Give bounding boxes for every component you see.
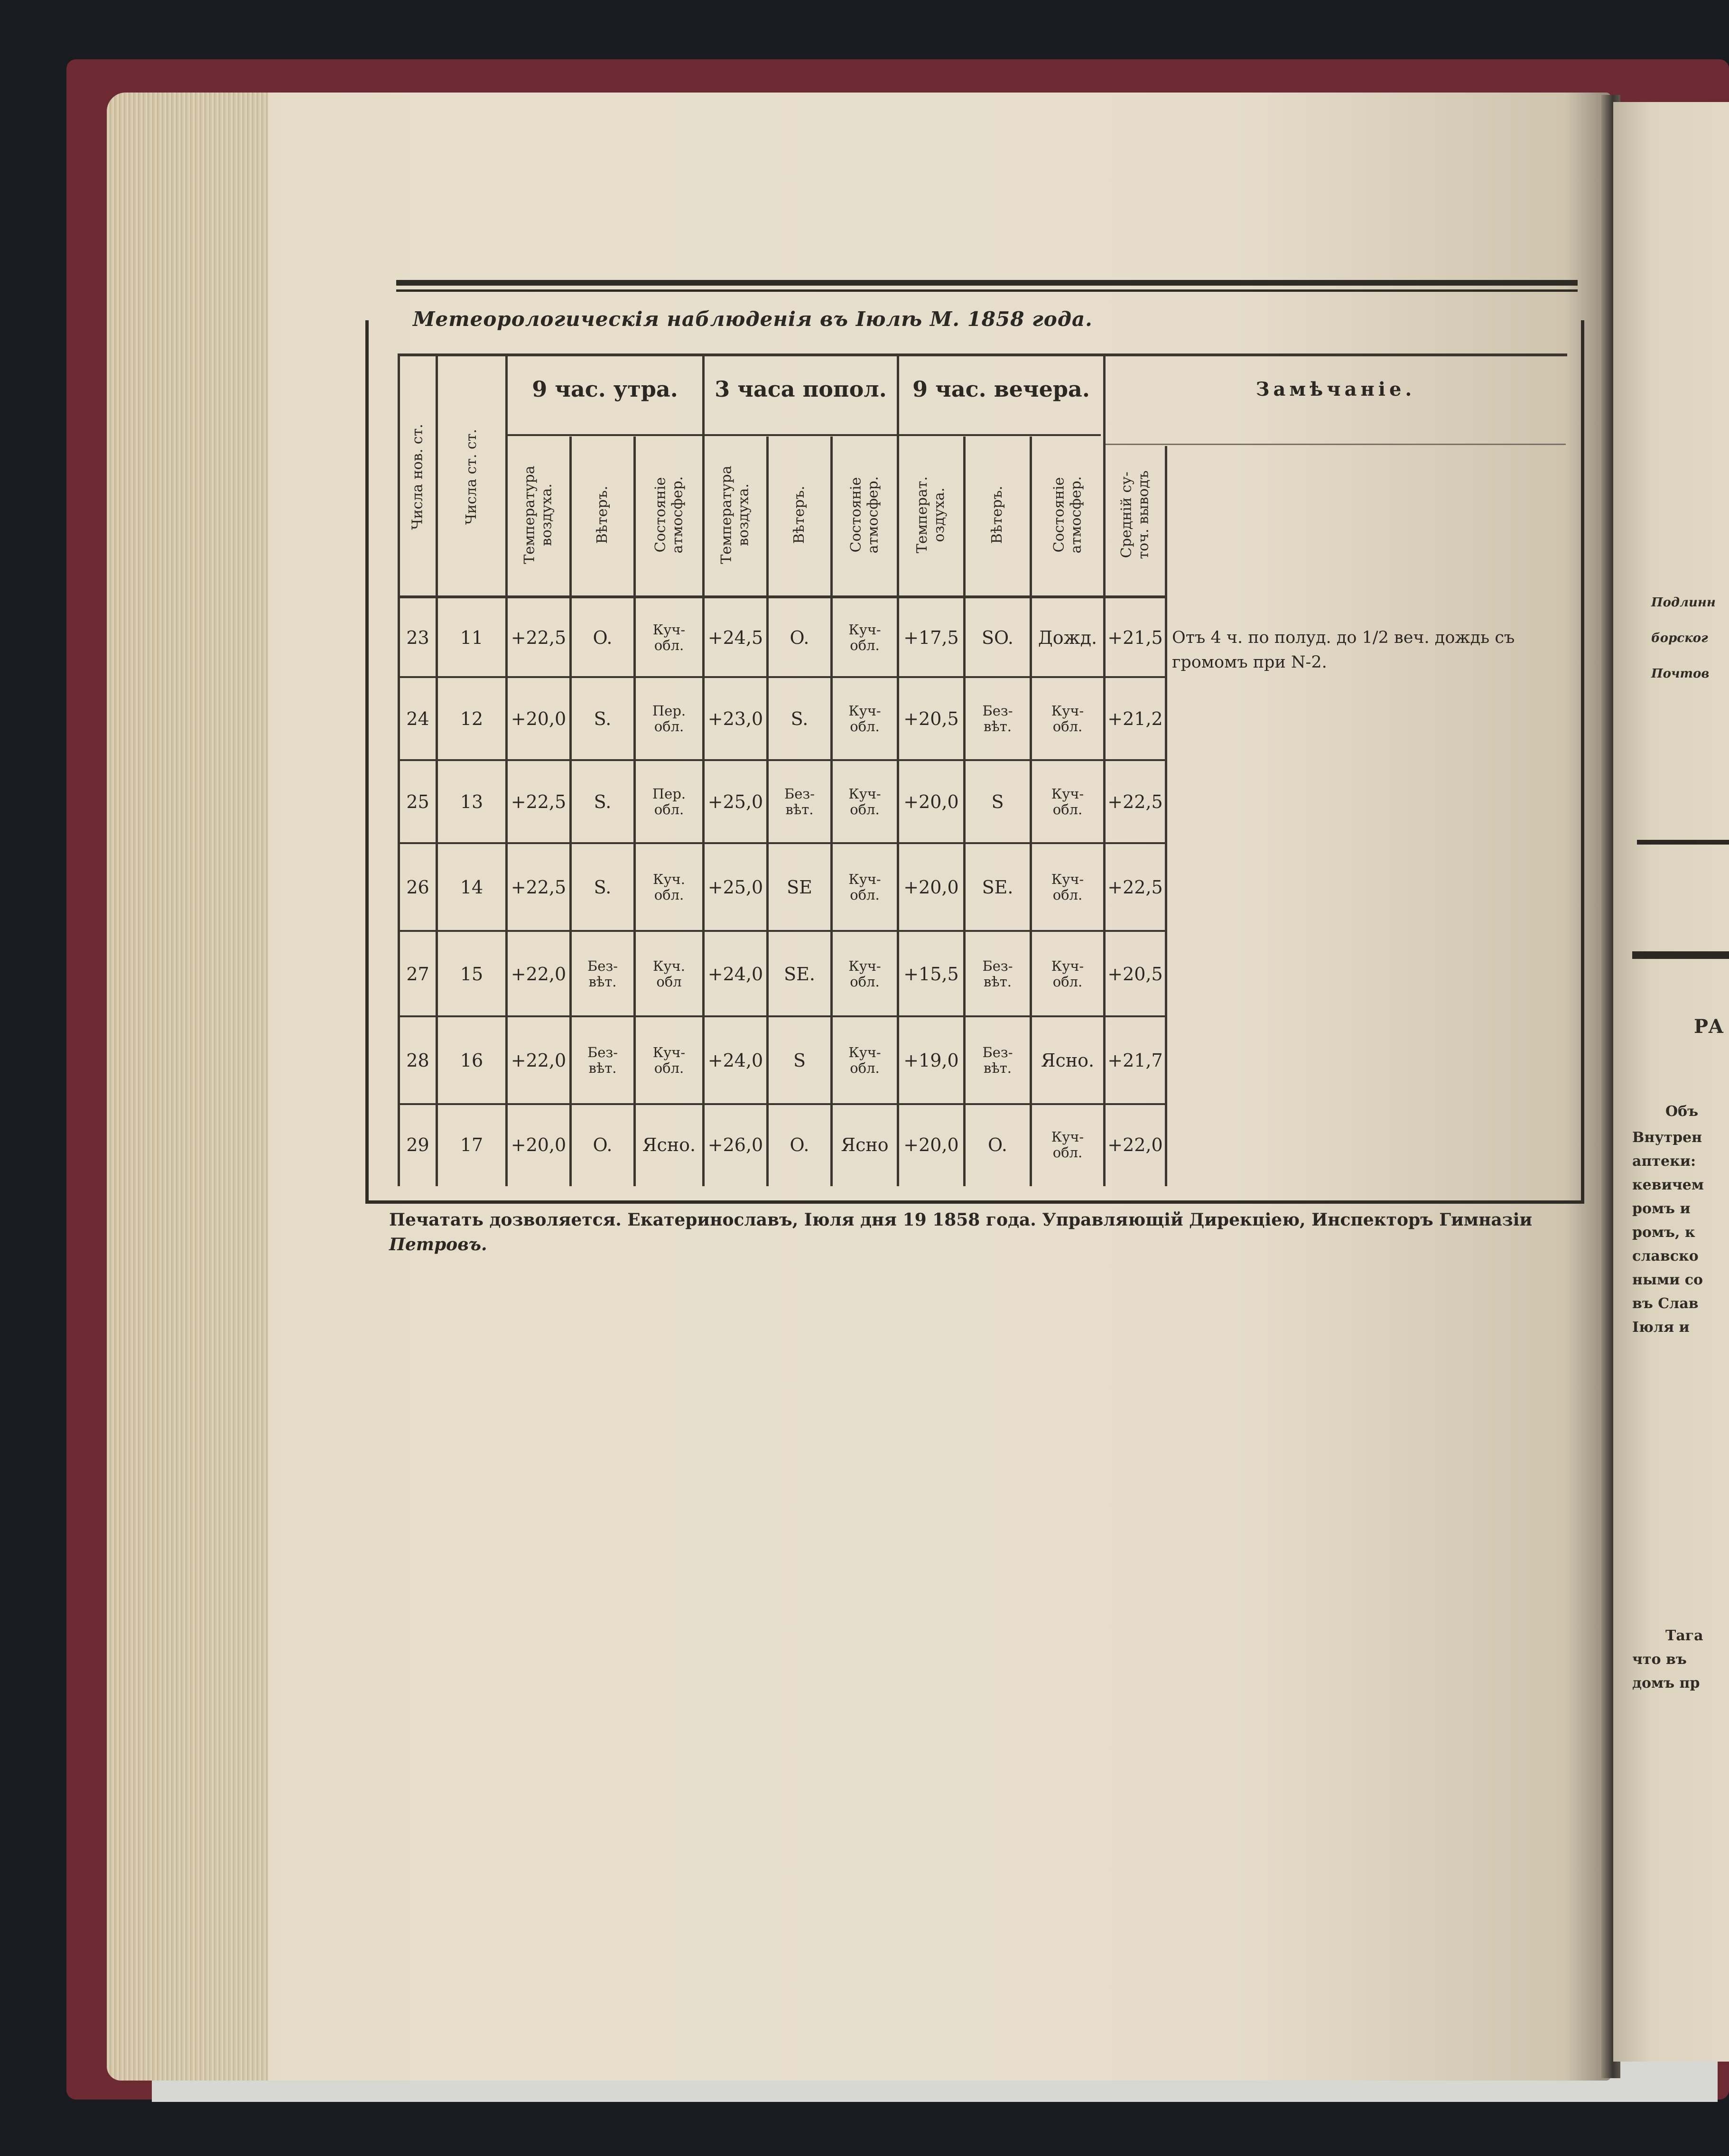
cell-afternoon-wind: S: [793, 1050, 806, 1071]
cell-evening-state: Куч- обл.: [1051, 957, 1084, 990]
imprint-text: Печатать дозволяется. Екатеринославъ, Іюля дня 19 1858 года. Управляющій Дирекціею, Инспекторъ Гимназіи: [389, 1210, 1533, 1230]
cell-afternoon-temp: +25,0: [707, 791, 763, 812]
right-page-rule: [1637, 840, 1729, 845]
cell-afternoon-wind: S.: [790, 708, 809, 729]
table-title: Метеорологическія наблюденія въ Іюлѣ М. 1858 года.: [413, 307, 1093, 331]
header-evening-temp: Температ. оздуха.: [914, 476, 948, 554]
right-page-line: что въ: [1632, 1651, 1687, 1668]
cell-morning-wind: S.: [594, 877, 612, 898]
top-rule-thin: [396, 289, 1578, 292]
cell-morning-state: Куч. обл: [653, 957, 685, 990]
table-hline: [398, 1015, 1166, 1017]
right-page-rule: [1632, 951, 1729, 959]
cell-daily-average: +22,5: [1107, 877, 1163, 898]
group-remarks: Замѣчаніе.: [1255, 378, 1416, 400]
header-evening-wind: Вѣтеръ.: [989, 485, 1006, 544]
cell-evening-state: Ясно.: [1041, 1050, 1095, 1071]
cell-morning-temp: +20,0: [511, 1134, 567, 1155]
table-hline: [398, 930, 1166, 932]
right-page-heading: РА: [1694, 1015, 1724, 1038]
cell-afternoon-wind: O.: [790, 1134, 809, 1155]
cell-evening-wind: S: [991, 791, 1004, 812]
cell-morning-temp: +20,0: [511, 708, 567, 729]
right-page-line: въ Слав: [1632, 1295, 1699, 1312]
cell-morning-state: Куч. обл.: [653, 871, 685, 903]
cell-afternoon-temp: +26,0: [707, 1134, 763, 1155]
cell-afternoon-state: Куч- обл.: [848, 957, 881, 990]
cell-evening-temp: +15,5: [903, 963, 959, 985]
header-daily-average: Средній су- точ. выводъ: [1118, 470, 1152, 559]
cell-daily-average: +22,5: [1107, 791, 1163, 812]
cell-daily-average: +21,2: [1107, 708, 1163, 729]
cell-evening-wind: O.: [987, 1134, 1007, 1155]
cell-old-style: 12: [460, 708, 483, 729]
imprint-name: Петровъ.: [389, 1235, 487, 1255]
cell-morning-wind: Без- вѣт.: [587, 1044, 618, 1076]
cell-old-style: 17: [460, 1134, 483, 1155]
header-morning-state: Состояніе атмосфер.: [652, 476, 686, 554]
cell-new-style: 25: [406, 791, 429, 812]
cell-old-style: 11: [460, 627, 483, 648]
right-page-line: Объ: [1665, 1103, 1699, 1120]
cell-new-style: 23: [406, 627, 429, 648]
cell-morning-temp: +22,5: [511, 627, 567, 648]
cell-afternoon-temp: +25,0: [707, 877, 763, 898]
right-page: [1613, 102, 1729, 2062]
right-page-line: Іюля и: [1632, 1319, 1690, 1336]
cell-new-style: 27: [406, 963, 429, 985]
cell-evening-temp: +20,5: [903, 708, 959, 729]
right-page-line: Подлинн: [1651, 595, 1716, 610]
right-page-line: славско: [1632, 1248, 1699, 1264]
cell-morning-state: Пер. обл.: [652, 703, 686, 734]
header-afternoon-wind: Вѣтеръ.: [790, 485, 808, 544]
cell-morning-temp: +22,5: [511, 791, 567, 812]
cell-evening-wind: SO.: [981, 627, 1014, 648]
right-page-line: ромъ, к: [1632, 1224, 1695, 1241]
cell-afternoon-temp: +23,0: [707, 708, 763, 729]
right-page-line: кевичем: [1632, 1177, 1704, 1193]
cell-old-style: 16: [460, 1050, 483, 1071]
cell-morning-temp: +22,0: [511, 1050, 567, 1071]
header-morning-wind: Вѣтеръ.: [594, 485, 611, 544]
table-hline: [1106, 444, 1566, 445]
cell-afternoon-wind: SE: [787, 877, 812, 898]
cell-new-style: 28: [406, 1050, 429, 1071]
top-rule: [396, 280, 1578, 286]
cell-daily-average: +21,5: [1107, 627, 1163, 648]
remark-text: Отъ 4 ч. по полуд. до 1/2 веч. дождь съ громомъ при N-2.: [1172, 628, 1515, 672]
cell-morning-temp: +22,5: [511, 877, 567, 898]
right-page-line: домъ пр: [1632, 1675, 1700, 1691]
right-page-line: аптеки:: [1632, 1153, 1696, 1170]
cell-afternoon-state: Куч- обл.: [848, 1044, 881, 1076]
header-afternoon-temp: Температура воздуха.: [718, 465, 752, 564]
cell-evening-temp: +20,0: [903, 1134, 959, 1155]
table-hline: [398, 676, 1166, 678]
header-old-style: Числа ст. ст.: [463, 429, 480, 525]
cell-morning-state: Куч- обл.: [652, 621, 686, 653]
group-morning: 9 час. утра.: [532, 376, 678, 402]
cell-evening-temp: +17,5: [903, 627, 959, 648]
cell-afternoon-temp: +24,5: [707, 627, 763, 648]
cell-evening-wind: Без- вѣт.: [982, 957, 1013, 990]
cell-afternoon-state: Куч- обл.: [848, 703, 881, 734]
cell-new-style: 24: [406, 708, 429, 729]
table-hline: [398, 842, 1166, 844]
cell-morning-temp: +22,0: [511, 963, 567, 985]
cell-afternoon-wind: SE.: [784, 963, 815, 985]
cell-evening-state: Дожд.: [1038, 627, 1097, 648]
cell-evening-state: Куч- обл.: [1051, 871, 1084, 903]
cell-morning-state: Куч- обл.: [652, 1044, 686, 1076]
cell-afternoon-temp: +24,0: [707, 963, 763, 985]
right-page-line: Почтов: [1651, 667, 1710, 681]
cell-new-style: 29: [406, 1134, 429, 1155]
cell-morning-wind: S.: [594, 791, 612, 812]
cell-morning-state: Ясно.: [642, 1134, 696, 1155]
cell-daily-average: +22,0: [1107, 1134, 1163, 1155]
cell-morning-wind: Без- вѣт.: [587, 957, 618, 990]
table-hline: [398, 595, 1166, 598]
right-page-line: ными со: [1632, 1272, 1703, 1288]
page-edges: [107, 93, 268, 2081]
header-new-style: Числа нов. ст.: [409, 424, 426, 530]
cell-old-style: 15: [460, 963, 483, 985]
cell-morning-state: Пер. обл.: [652, 786, 686, 818]
cell-new-style: 26: [406, 877, 429, 898]
cell-afternoon-state: Куч- обл.: [848, 871, 881, 903]
cell-evening-wind: Без- вѣт.: [982, 1044, 1013, 1076]
header-afternoon-state: Состояніе атмосфер.: [847, 476, 882, 554]
right-page-line: ромъ и: [1632, 1200, 1691, 1217]
table-vline: [1165, 446, 1167, 1186]
cell-afternoon-temp: +24,0: [707, 1050, 763, 1071]
right-page-line: Внутрен: [1632, 1129, 1702, 1146]
header-evening-state: Состояніе атмосфер.: [1050, 476, 1084, 554]
group-evening: 9 час. вечера.: [912, 376, 1090, 402]
imprint: [389, 1208, 1566, 1257]
cell-evening-state: Куч- обл.: [1051, 786, 1084, 818]
cell-afternoon-state: Ясно: [841, 1134, 889, 1155]
cell-afternoon-wind: O.: [790, 627, 809, 648]
table-hline: [398, 353, 1567, 356]
header-morning-temp: Температура воздуха.: [521, 465, 555, 564]
cell-old-style: 14: [460, 877, 483, 898]
cell-evening-temp: +20,0: [903, 877, 959, 898]
cell-afternoon-state: Куч- обл.: [848, 621, 881, 653]
cell-evening-temp: +20,0: [903, 791, 959, 812]
cell-morning-wind: O.: [593, 1134, 613, 1155]
cell-evening-temp: +19,0: [903, 1050, 959, 1071]
cell-daily-average: +20,5: [1107, 963, 1163, 985]
cell-morning-wind: S.: [594, 708, 612, 729]
group-afternoon: 3 часа попол.: [715, 376, 887, 402]
cell-evening-state: Куч- обл.: [1051, 1128, 1084, 1161]
cell-old-style: 13: [460, 791, 483, 812]
cell-evening-wind: Без- вѣт.: [982, 703, 1013, 734]
table-hline: [398, 1103, 1166, 1105]
right-page-line: Тага: [1665, 1627, 1703, 1644]
cell-evening-wind: SE.: [982, 877, 1013, 898]
table-hline: [508, 434, 1101, 436]
cell-afternoon-state: Куч- обл.: [848, 786, 881, 818]
cell-daily-average: +21,7: [1107, 1050, 1163, 1071]
right-page-line: борског: [1651, 631, 1708, 645]
table-hline: [398, 759, 1166, 761]
cell-evening-state: Куч- обл.: [1051, 703, 1084, 734]
cell-morning-wind: O.: [593, 627, 613, 648]
cell-afternoon-wind: Без- вѣт.: [784, 786, 815, 818]
